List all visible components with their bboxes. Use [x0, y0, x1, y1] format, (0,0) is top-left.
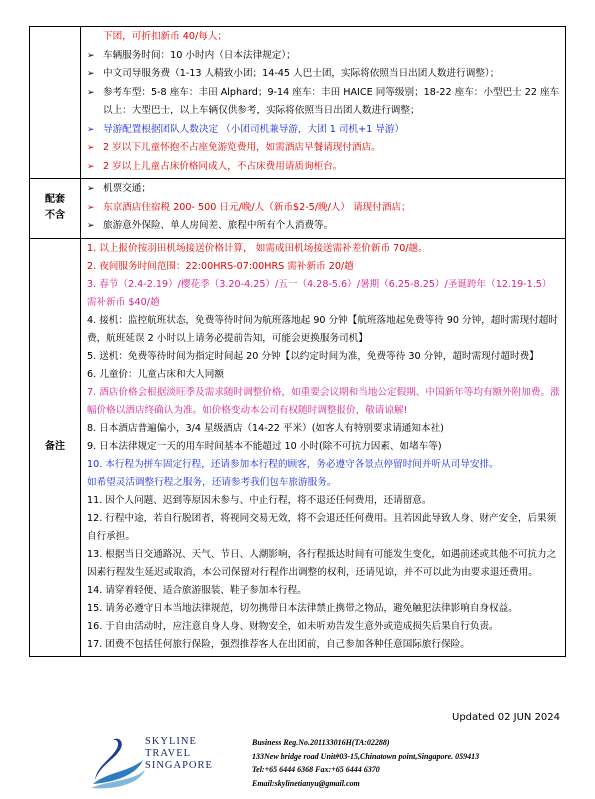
included-item — [87, 84, 561, 121]
notes-content — [81, 239, 565, 656]
note-item: 13. 根据当日交通路况、天气、节日、人潮影响，各行程抵达时间有可能发生变化，如遇前述或其他不可抗力之因素行程发生延迟或取消，本公司保留对行程作出调整的权利，还请见谅，并不可以此为由要求退还费用。 — [87, 548, 557, 578]
updated-date: Updated 02 JUN 2024 — [452, 712, 561, 723]
included-item — [87, 158, 561, 177]
note-item: 9. 日本法律规定一天的用车时间基本不能超过 10 小时(除不可抗力因素、如堵车等) — [87, 440, 442, 452]
included-item — [87, 65, 561, 84]
excluded-item — [87, 180, 561, 199]
excluded-item — [87, 217, 561, 236]
arrow-bullet-icon: ➢ — [87, 50, 95, 61]
note-item: 14. 请穿着轻便、适合旅游服装、鞋子参加本行程。 — [87, 584, 307, 596]
note-item: 如希望灵活调整行程之服务，还请参考我们包车旅游服务。 — [87, 476, 337, 488]
note-item: 16. 于自由活动时，应注意自身人身、财物安全，如未听劝告发生意外或造成损失后果自行负责。 — [87, 620, 499, 632]
business-email: Email:skylinetianyu@gmail.com — [252, 778, 360, 788]
row-label-included — [30, 27, 81, 178]
included-item — [87, 121, 561, 140]
company-footer — [87, 728, 537, 794]
company-logo — [87, 730, 237, 792]
logo-line-3: SINGAPORE — [145, 760, 213, 771]
included-item-text: 导游配置根据团队人数决定 （小团司机兼导游，大团 1 司机+1 导游） — [103, 123, 405, 135]
logo-text — [145, 736, 213, 772]
arrow-bullet-icon: ➢ — [87, 161, 95, 172]
excluded-label-text: 配套不含 — [45, 194, 65, 222]
excluded-row — [30, 178, 565, 238]
included-item-text: 中文司导服务费（1-13 人精致小团；14-45 人巴士团，实际将依照当日出团人数进行调整）； — [103, 68, 500, 79]
included-row — [30, 27, 565, 178]
excluded-item — [87, 199, 561, 218]
excluded-item-text: 旅游意外保险、单人房间差、旅程中所有个人消费等。 — [103, 220, 334, 231]
business-reg: Business Reg.No.201133016H(TA:02288) — [252, 738, 390, 747]
arrow-bullet-icon: ➢ — [87, 87, 95, 98]
included-item-text: 车辆服务时间：10 小时内（日本法律规定）； — [103, 49, 296, 61]
included-item — [87, 47, 561, 66]
note-item: 15. 请务必遵守日本当地法律规范，切勿携带日本法律禁止携带之物品，避免触犯法律影响自身权益。 — [87, 602, 518, 614]
excluded-item-text: 东京酒店住宿税 200- 500 日元/晚/人（新币$2-5/晚/人） 请现付酒店； — [103, 201, 411, 213]
arrow-bullet-icon: ➢ — [87, 124, 95, 135]
included-item — [87, 28, 561, 47]
row-label-notes: 备注 — [30, 239, 81, 656]
note-item: 10. 本行程为拼车固定行程，还请参加本行程的顾客，务必遵守各景点停留时间并听从司导安排。 — [87, 458, 499, 470]
note-item: 8. 日本酒店普遍偏小，3/4 星级酒店（14-22 平米）(如客人有特别要求请通知本社) — [87, 422, 444, 434]
note-item: 6. 儿童价：儿童占床和大人同额 — [87, 368, 224, 380]
included-item — [87, 139, 561, 158]
note-item: 1. 以上报价按羽田机场接送价格计算， 如需成田机场接送需补差价新币 70/趟。 — [87, 242, 428, 254]
arrow-bullet-icon: ➢ — [87, 184, 95, 194]
included-item-text: 2 岁以下儿童怀抱不占座免游览费用，如需酒店早餐请现付酒店。 — [103, 142, 381, 153]
arrow-bullet-icon: ➢ — [87, 202, 95, 213]
arrow-bullet-icon: ➢ — [87, 143, 95, 153]
arrow-bullet-icon: ➢ — [87, 221, 95, 231]
note-item: 4. 接机：监控航班状态，免费等待时间为航班落地起 90 分钟【航班落地起免费等待 90 分钟，超时需现付超时费，航班延误 2 小时以上请务必提前告知，可能会更换服务司机】 — [87, 314, 558, 344]
arrow-bullet-icon: ➢ — [87, 69, 95, 79]
note-item: 2. 夜间服务时间范围：22:00HRS-07:00HRS 需补新币 20/趟 — [87, 260, 354, 272]
note-item: 5. 送机：免费等待时间为指定时间起 20 分钟【以约定时间为准，免费等待 30 分钟，超时需现付超时费】 — [87, 350, 539, 362]
itinerary-table — [29, 26, 566, 657]
logo-line-1: SKYLINE — [145, 736, 197, 747]
included-item-text: 2 岁以上儿童占床价格同成人，不占床费用请质询柜台。 — [103, 160, 343, 172]
note-item: 12. 行程中途，若自行脱团者，将视同交易无效，将不会退还任何费用。且若因此导致人身、财产安全，后果须自行承担。 — [87, 512, 557, 542]
notes-row — [30, 238, 565, 656]
note-item: 11. 因个人问题、迟到等原因未参与、中止行程，将不退还任何费用，还请留意。 — [87, 494, 432, 506]
business-address: 133New bridge road Unit#03-15,Chinatown point,Singapore. 059413 — [252, 751, 480, 761]
note-item: 7. 酒店价格会根据淡旺季及需求随时调整价格，如重要会议期和当地公定假期、中国新年等均有额外附加费。涨幅价格以酒店终确认为准。如价格变动本公司有权随时调整报价，敬请谅解! — [87, 386, 560, 416]
logo-line-2: TRAVEL — [145, 748, 192, 759]
business-phone: Tel:+65 6444 6368 Fax:+65 6444 6370 — [252, 765, 380, 774]
note-item: 17. 团费不包括任何旅行保险，强烈推荐客人在出团前，自己参加各种任意国际旅行保险。 — [87, 638, 470, 650]
included-item-text: 下团，可折扣新币 40/每人； — [103, 31, 228, 42]
note-item: 3. 春节（2.4-2.19）/樱花季（3.20-4.25）/五一（4.28-5.6）/暑期（6.25-8.25）/圣诞跨年（12.19-1.5）需补新币 $40/趟 — [87, 278, 552, 308]
included-item-text: 参考车型：5-8 座车：丰田 Alphard；9-14 座车：丰田 HAICE 同等级别；18-22 座车：小型巴士 22 座车以上：大型巴士，以上车辆仅供参考，实际将依照当日出团人数进行调整； — [103, 86, 560, 116]
excluded-item-text: 机票交通； — [103, 183, 151, 194]
row-label-excluded — [30, 179, 81, 238]
excluded-content — [81, 179, 565, 238]
included-content — [81, 27, 565, 178]
arrow-bullet-icon — [87, 28, 103, 47]
business-info — [252, 736, 479, 790]
swan-logo-icon — [87, 730, 147, 792]
